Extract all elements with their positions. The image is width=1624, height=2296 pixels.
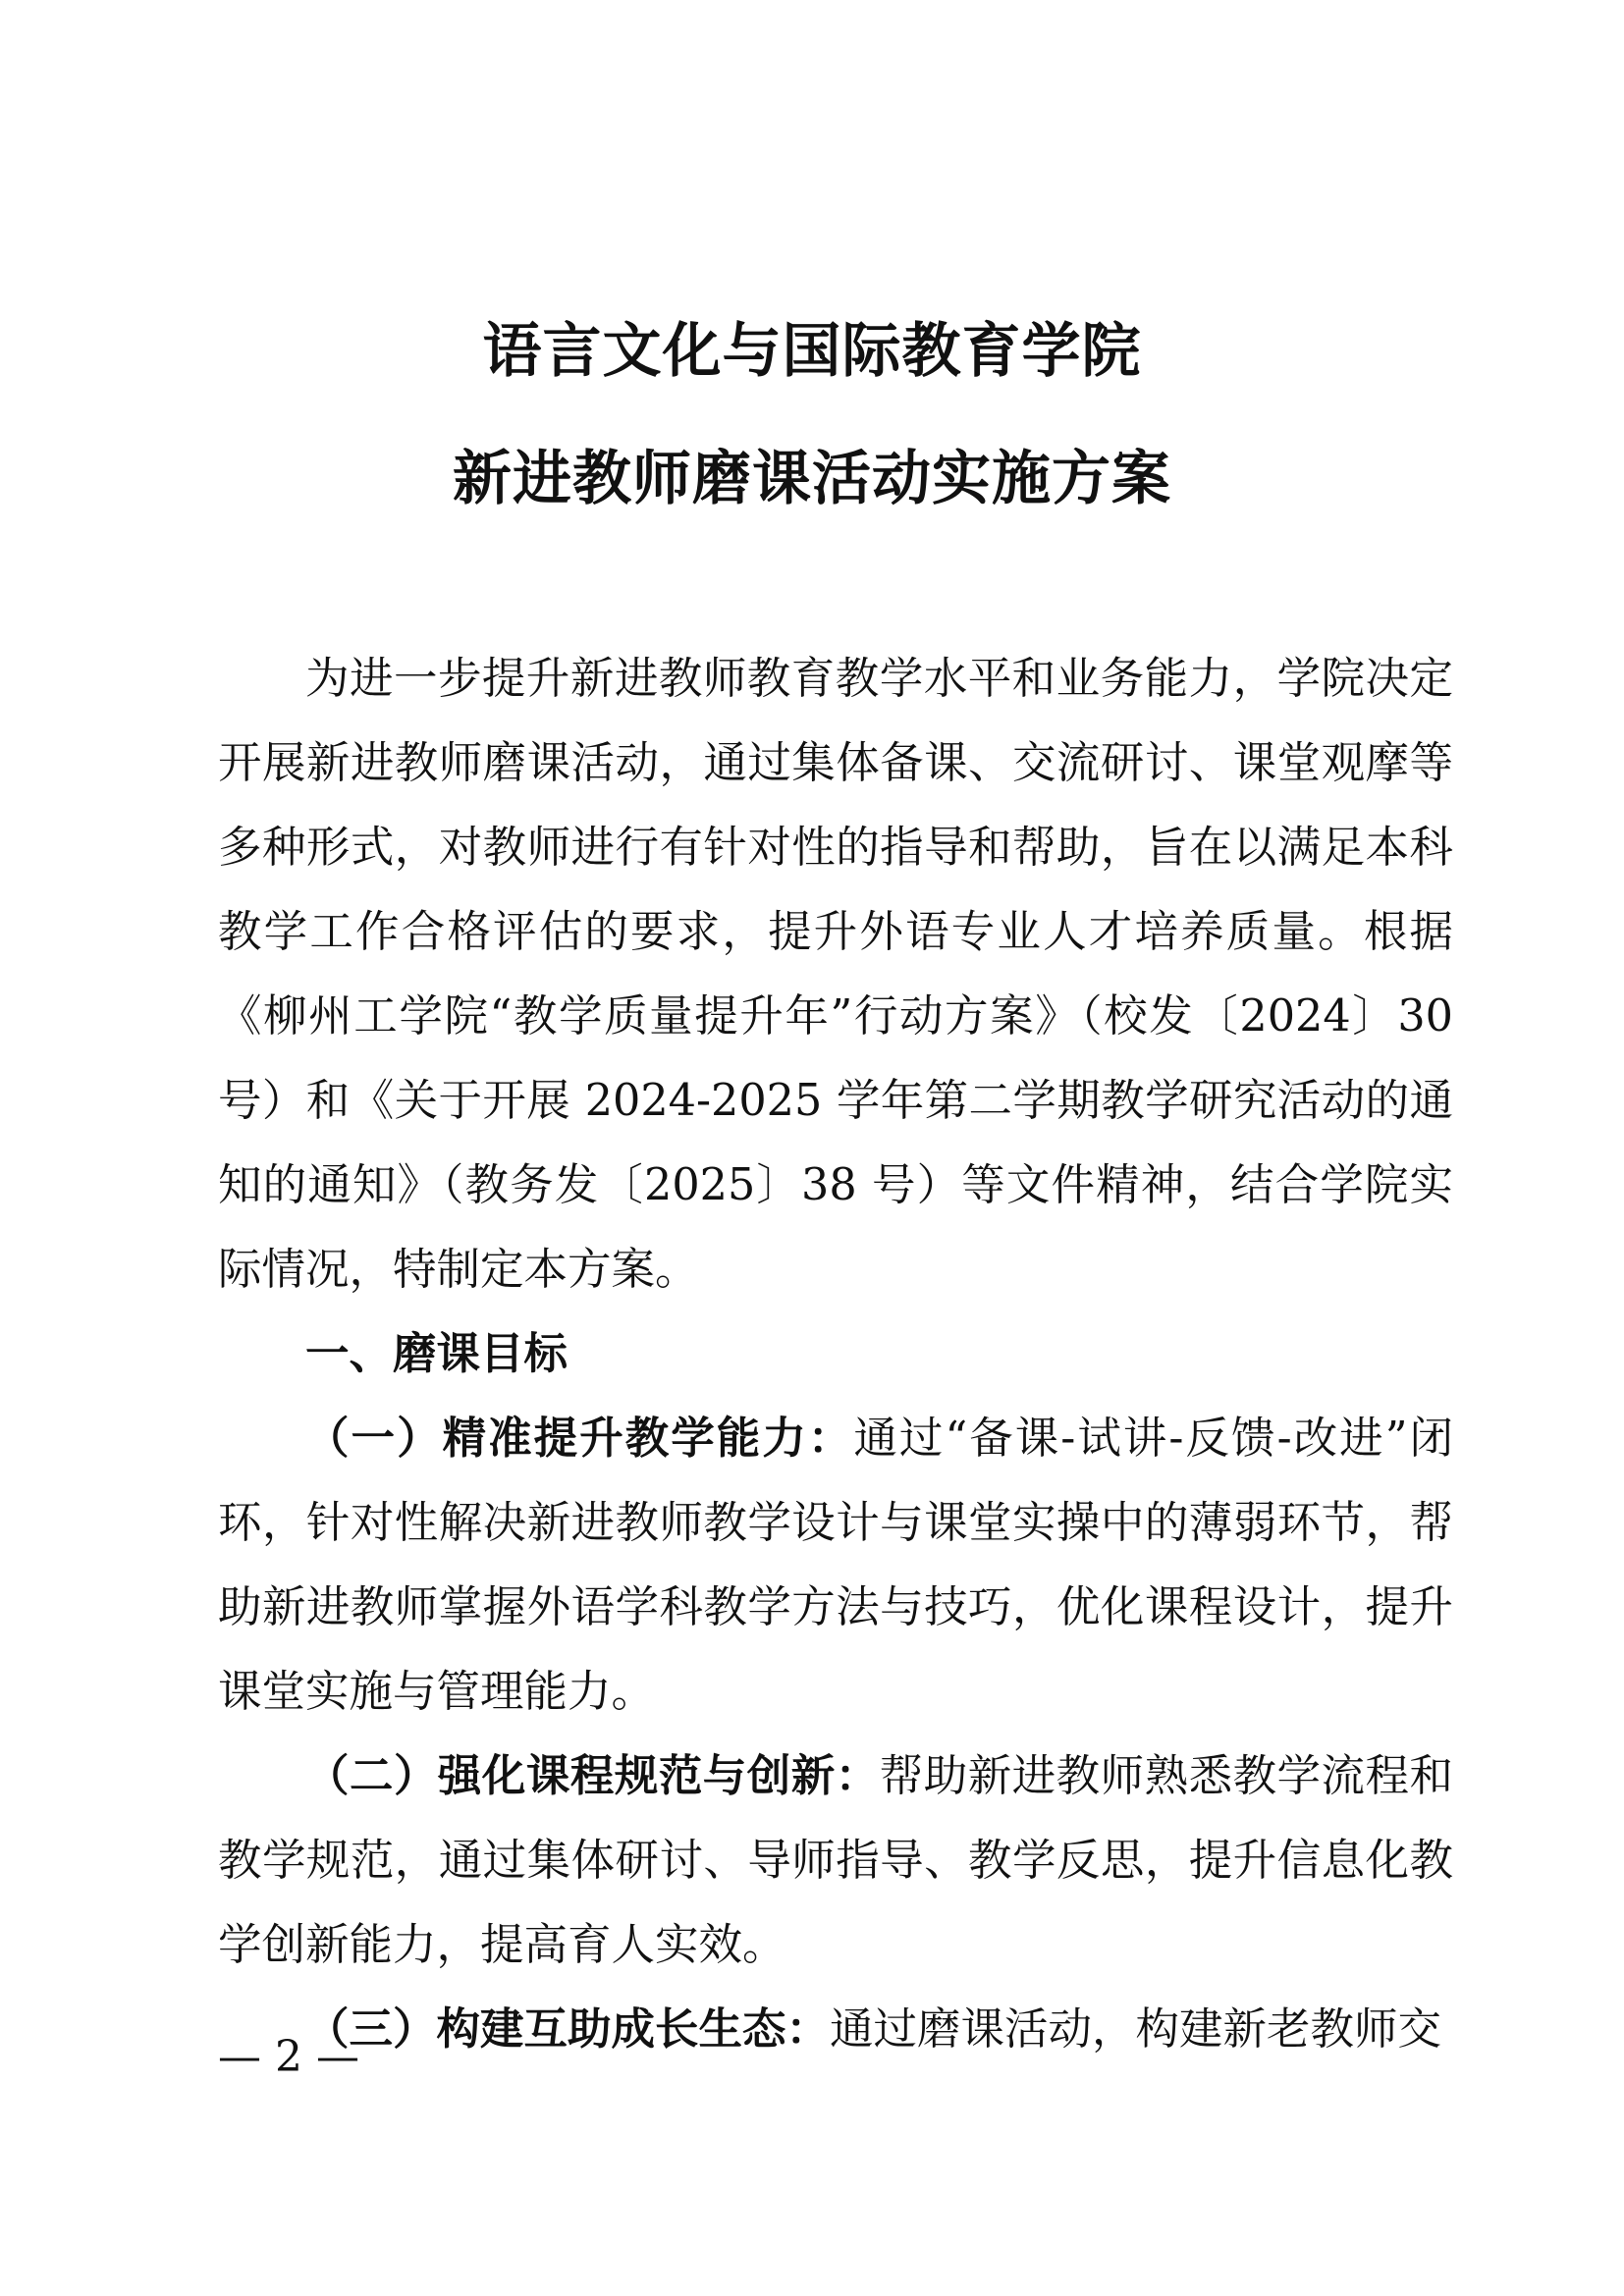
goal-item-1-text: 通过“备课-试讲-反馈-改进”闭环，针对性解决新进教师教学设计与课堂实操中的薄弱环节，帮助新进教师掌握外语学科教学方法与技巧，优化课程设计，提升课堂实施与管理能力。 [218, 1414, 1453, 1717]
goal-item-3-lead: （三）构建互助成长生态： [305, 2004, 831, 2055]
document-title-line2: 新进教师磨课活动实施方案 [453, 445, 1171, 513]
goal-item-2-text: 帮助新进教师熟悉教学流程和教学规范，通过集体研讨、导师指导、教学反思，提升信息化教学创新能力，提高育人实效。 [218, 1751, 1453, 1970]
goal-item-3-text: 通过磨课活动，构建新老教师交 [830, 2004, 1442, 2055]
intro-paragraph: 为进一步提升新进教师教育教学水平和业务能力，学院决定开展新进教师磨课活动，通过集体备课、交流研讨、课堂观摩等多种形式，对教师进行有针对性的指导和帮助，旨在以满足本科教学工作合格评估的要求，提升外语专业人才培养质量。根据《柳州工学院“教学质量提升年”行动方案》（校发〔2024〕30 号）和《关于开展 2024-2025 学年第二学期教学研究活动的通知的通知》（教务发〔2025〕38 号）等文件精神，结合学院实际情况，特制定本方案。 [218, 654, 1453, 1295]
goal-item-1-lead: （一）精准提升教学能力： [305, 1414, 854, 1464]
goal-item-3 [218, 1988, 1453, 2072]
document-title-line1: 语言文化与国际教育学院 [482, 317, 1142, 386]
section-heading: 一、磨课目标 [305, 1329, 568, 1379]
goal-item-2-lead: （二）强化课程规范与创新： [305, 1751, 880, 1801]
document-body [218, 637, 1453, 2072]
goal-item-2 [218, 1735, 1453, 1988]
goal-item-1 [218, 1397, 1453, 1735]
page-number: — 2 — [218, 2032, 359, 2082]
